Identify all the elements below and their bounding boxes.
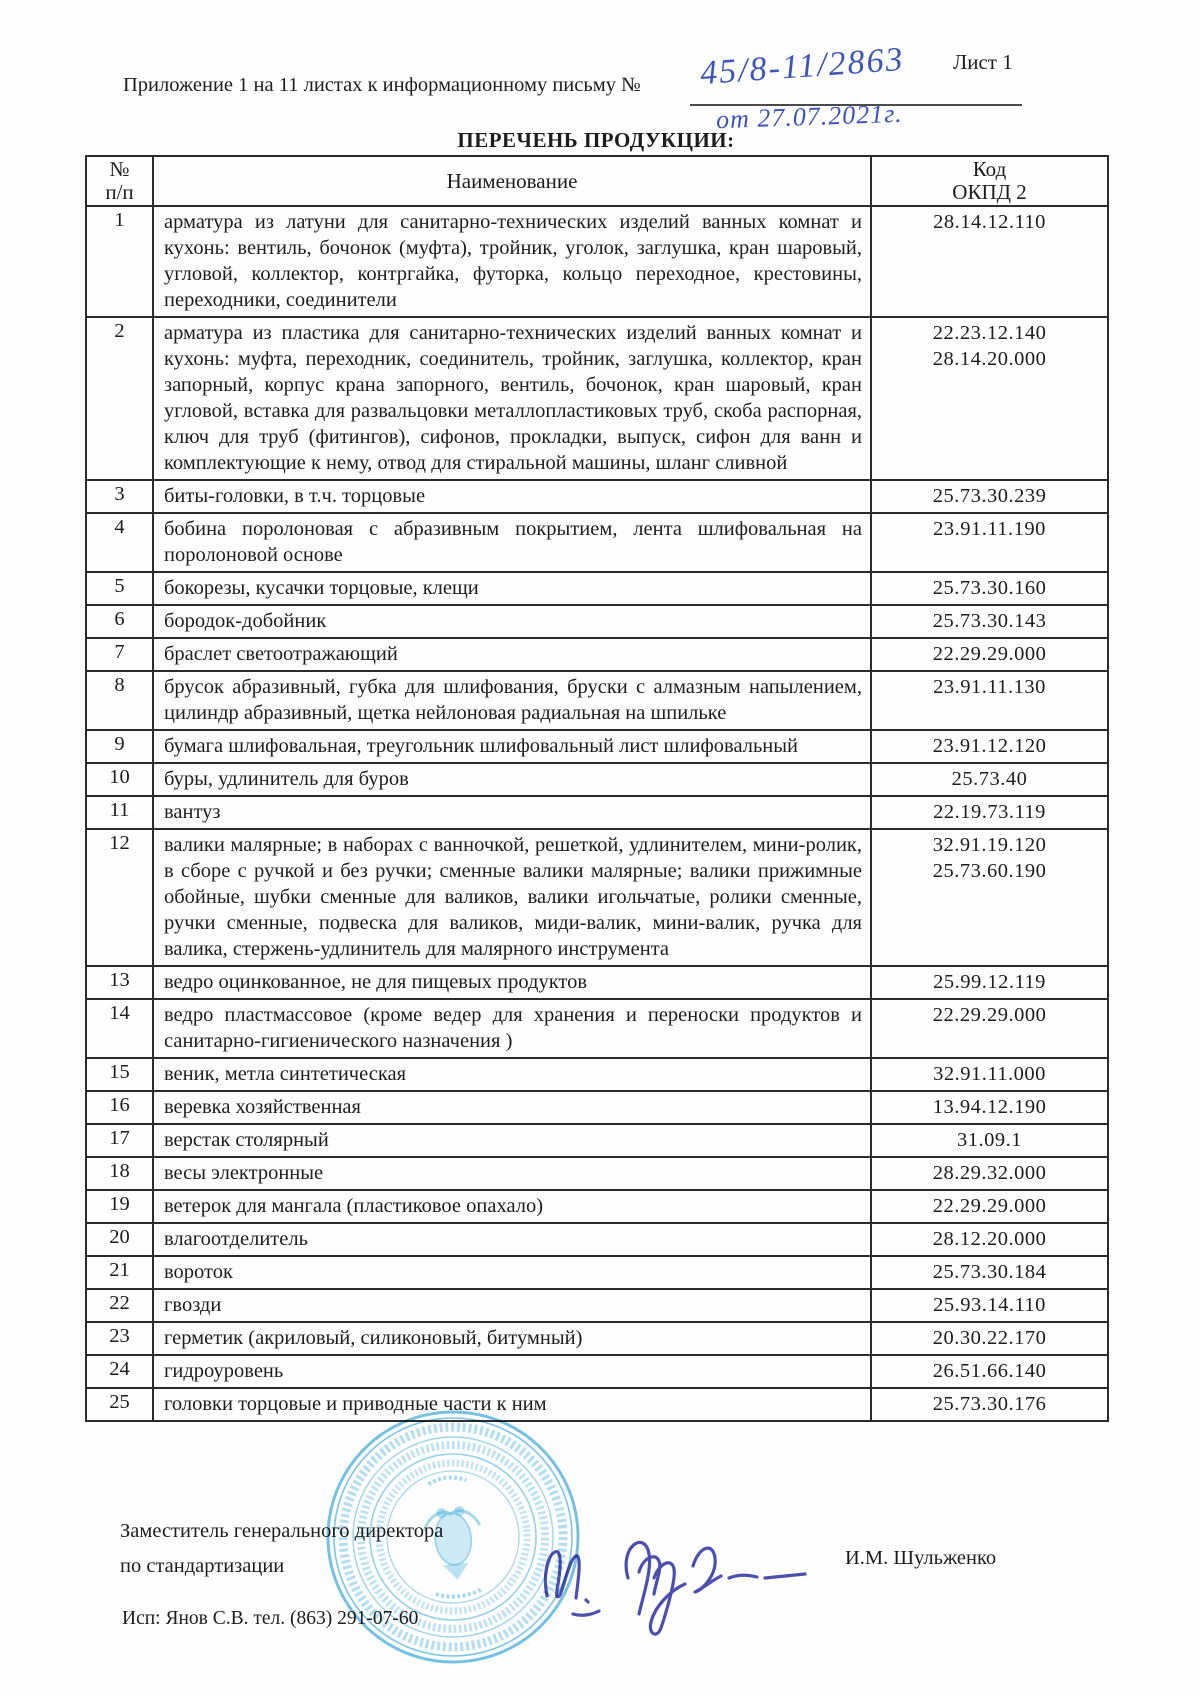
table-row xyxy=(86,206,1108,317)
product-name: влагоотделитель xyxy=(153,1223,871,1256)
product-name: бородок-добойник xyxy=(153,605,871,638)
row-number: 19 xyxy=(86,1190,153,1223)
okpd-code: 23.91.11.190 xyxy=(871,513,1108,572)
sheet-number: Лист 1 xyxy=(953,50,1013,74)
table-row xyxy=(86,966,1108,999)
table-row xyxy=(86,1322,1108,1355)
okpd-code: 25.73.30.184 xyxy=(871,1256,1108,1289)
okpd-code: 23.91.11.130 xyxy=(871,671,1108,730)
row-number: 20 xyxy=(86,1223,153,1256)
signer-title-line1: Заместитель генерального директора xyxy=(120,1520,444,1542)
product-name: валики малярные; в наборах с ванночкой, решеткой, удлинителем, мини-ролик, в сборе с ручкой и без ручки; сменные валики малярные; валики прижимные обойные, шубки сменные для валиков, валики игольчатые, ролики сменные, ручки сменные, подвеска для валиков, миди-валик, мини-валик, ручка для валика, стержень-удлинитель для малярного инструмента xyxy=(153,829,871,966)
okpd-code: 22.29.29.000 xyxy=(871,1190,1108,1223)
product-name: арматура из пластика для санитарно-технических изделий ванных комнат и кухонь: муфта, переходник, соединитель, тройник, заглушка, коллектор, кран запорный, корпус крана запорного, вентиль, бочонок, кран шаровый, кран угловой, вставка для развальцовки металлопластиковых труб, скоба распорная, ключ для труб (фитингов), сифонов, прокладки, выпуск, сифон для ванн и комплектующие к нему, отвод для стиральной машины, шланг сливной xyxy=(153,317,871,480)
table-row xyxy=(86,763,1108,796)
appendix-line: Приложение 1 на 11 листах к информационному письму № xyxy=(123,74,641,96)
table-row xyxy=(86,1355,1108,1388)
product-name: верстак столярный xyxy=(153,1124,871,1157)
row-number: 15 xyxy=(86,1058,153,1091)
okpd-code: 28.29.32.000 xyxy=(871,1157,1108,1190)
row-number: 22 xyxy=(86,1289,153,1322)
table-row xyxy=(86,730,1108,763)
product-name: гидроуровень xyxy=(153,1355,871,1388)
row-number: 4 xyxy=(86,513,153,572)
column-header-num xyxy=(86,156,153,206)
code-header-line1: Код xyxy=(972,157,1007,181)
row-number: 10 xyxy=(86,763,153,796)
product-name: брусок абразивный, губка для шлифования, бруски с алмазным напылением, цилиндр абразивный, щетка нейлоновая радиальная на шпильке xyxy=(153,671,871,730)
table-row xyxy=(86,1256,1108,1289)
okpd-code: 25.73.30.239 xyxy=(871,480,1108,513)
product-name: головки торцовые и приводные части к ним xyxy=(153,1388,871,1421)
product-name: арматура из латуни для санитарно-технических изделий ванных комнат и кухонь: вентиль, бочонок (муфта), тройник, уголок, заглушка, кран шаровый, угловой, коллектор, контргайка, футорка, кольцо переходное, крестовины, переходники, соединители xyxy=(153,206,871,317)
table-row xyxy=(86,1058,1108,1091)
row-number: 25 xyxy=(86,1388,153,1421)
product-name: весы электронные xyxy=(153,1157,871,1190)
product-name: вороток xyxy=(153,1256,871,1289)
product-name: веревка хозяйственная xyxy=(153,1091,871,1124)
table-row xyxy=(86,605,1108,638)
table-row xyxy=(86,1223,1108,1256)
table-row xyxy=(86,1091,1108,1124)
okpd-code: 31.09.1 xyxy=(871,1124,1108,1157)
table-row xyxy=(86,1289,1108,1322)
product-name: биты-головки, в т.ч. торцовые xyxy=(153,480,871,513)
row-number: 18 xyxy=(86,1157,153,1190)
table-row xyxy=(86,480,1108,513)
row-number: 7 xyxy=(86,638,153,671)
row-number: 5 xyxy=(86,572,153,605)
table-row xyxy=(86,829,1108,966)
product-name: бумага шлифовальная, треугольник шлифовальный лист шлифовальный xyxy=(153,730,871,763)
row-number: 2 xyxy=(86,317,153,480)
table-row xyxy=(86,513,1108,572)
row-number: 24 xyxy=(86,1355,153,1388)
row-number: 17 xyxy=(86,1124,153,1157)
row-number: 21 xyxy=(86,1256,153,1289)
okpd-code: 22.23.12.140 28.14.20.000 xyxy=(871,317,1108,480)
row-number: 3 xyxy=(86,480,153,513)
okpd-code: 13.94.12.190 xyxy=(871,1091,1108,1124)
row-number: 6 xyxy=(86,605,153,638)
document-title: ПЕРЕЧЕНЬ ПРОДУКЦИИ: xyxy=(457,128,735,152)
product-name: гвозди xyxy=(153,1289,871,1322)
row-number: 23 xyxy=(86,1322,153,1355)
executor-contact: Исп: Янов С.В. тел. (863) 291-07-60 xyxy=(122,1608,419,1629)
table-row xyxy=(86,1190,1108,1223)
row-number: 9 xyxy=(86,730,153,763)
products-table-body xyxy=(86,206,1108,1421)
signer-name: И.М. Шульженко xyxy=(845,1547,997,1569)
product-name: ведро пластмассовое (кроме ведер для хранения и переноски продуктов и санитарно-гигиенического назначения ) xyxy=(153,999,871,1058)
table-row xyxy=(86,638,1108,671)
product-name: ведро оцинкованное, не для пищевых продуктов xyxy=(153,966,871,999)
okpd-code: 22.29.29.000 xyxy=(871,999,1108,1058)
row-number: 8 xyxy=(86,671,153,730)
product-name: герметик (акриловый, силиконовый, битумный) xyxy=(153,1322,871,1355)
table-row xyxy=(86,671,1108,730)
num-header-line1: № xyxy=(109,157,130,181)
okpd-code: 20.30.22.170 xyxy=(871,1322,1108,1355)
product-name: веник, метла синтетическая xyxy=(153,1058,871,1091)
okpd-code: 32.91.11.000 xyxy=(871,1058,1108,1091)
okpd-code: 28.12.20.000 xyxy=(871,1223,1108,1256)
okpd-code: 28.14.12.110 xyxy=(871,206,1108,317)
okpd-code: 25.73.30.176 xyxy=(871,1388,1108,1421)
product-name: браслет светоотражающий xyxy=(153,638,871,671)
product-name: бокорезы, кусачки торцовые, клещи xyxy=(153,572,871,605)
okpd-code: 22.29.29.000 xyxy=(871,638,1108,671)
table-row xyxy=(86,317,1108,480)
handwritten-letter-number: 45/8-11/2863 xyxy=(698,40,906,93)
product-name: буры, удлинитель для буров xyxy=(153,763,871,796)
stamp-emblem xyxy=(419,1475,487,1599)
okpd-code: 25.73.40 xyxy=(871,763,1108,796)
table-row xyxy=(86,1388,1108,1421)
table-row xyxy=(86,1124,1108,1157)
okpd-code: 25.73.30.160 xyxy=(871,572,1108,605)
row-number: 16 xyxy=(86,1091,153,1124)
table-row xyxy=(86,572,1108,605)
okpd-code: 22.19.73.119 xyxy=(871,796,1108,829)
table-row xyxy=(86,999,1108,1058)
round-stamp xyxy=(309,1393,597,1681)
row-number: 11 xyxy=(86,796,153,829)
row-number: 13 xyxy=(86,966,153,999)
row-number: 12 xyxy=(86,829,153,966)
product-name: бобина поролоновая с абразивным покрытием, лента шлифовальная на поролоновой основе xyxy=(153,513,871,572)
table-header-row xyxy=(86,156,1108,206)
column-header-code xyxy=(871,156,1108,206)
handwritten-date: от 27.07.2021г. xyxy=(715,98,904,135)
okpd-code: 25.73.30.143 xyxy=(871,605,1108,638)
row-number: 1 xyxy=(86,206,153,317)
okpd-code: 25.99.12.119 xyxy=(871,966,1108,999)
table-row xyxy=(86,1157,1108,1190)
okpd-code: 25.93.14.110 xyxy=(871,1289,1108,1322)
signer-title-line2: по стандартизации xyxy=(120,1555,285,1577)
okpd-code: 32.91.19.120 25.73.60.190 xyxy=(871,829,1108,966)
column-header-name: Наименование xyxy=(153,156,871,206)
okpd-code: 26.51.66.140 xyxy=(871,1355,1108,1388)
num-header-line2: п/п xyxy=(105,180,134,204)
okpd-code: 23.91.12.120 xyxy=(871,730,1108,763)
code-header-line2: ОКПД 2 xyxy=(952,180,1027,204)
product-name: вантуз xyxy=(153,796,871,829)
table-row xyxy=(86,796,1108,829)
products-table xyxy=(85,155,1109,1422)
row-number: 14 xyxy=(86,999,153,1058)
product-name: ветерок для мангала (пластиковое опахало) xyxy=(153,1190,871,1223)
